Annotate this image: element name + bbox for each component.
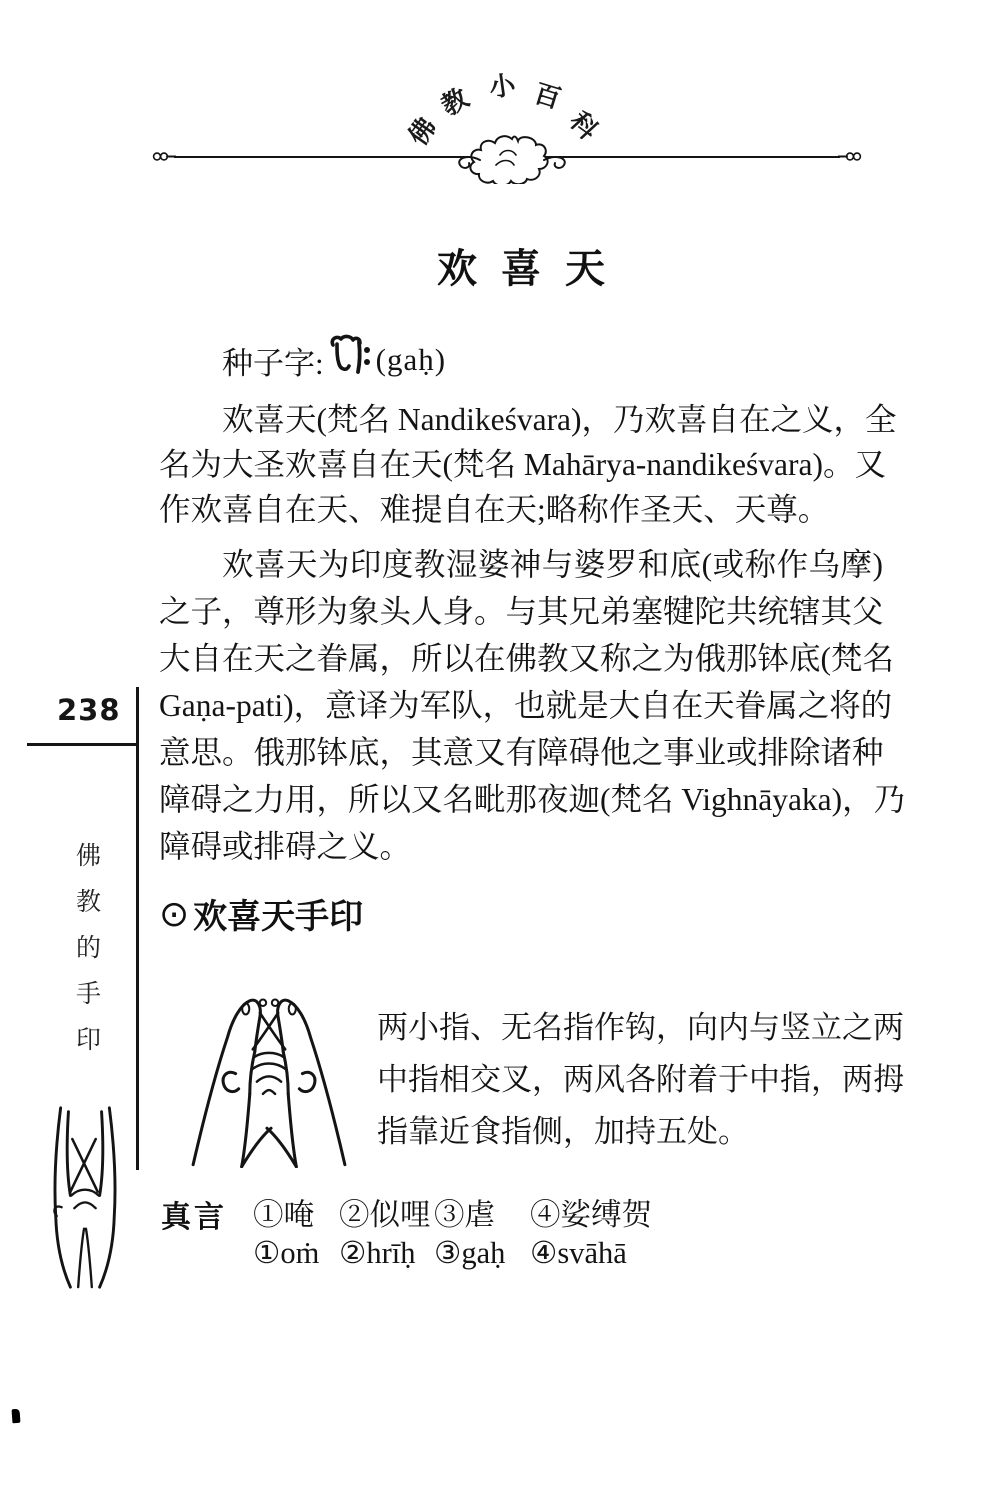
sidebar-vertical-rule (136, 687, 139, 1170)
circled-dot-bullet-icon: ⊙ (159, 892, 190, 934)
text-line: 意思。俄那钵底，其意又有障碍他之事业或排除诸种 (159, 735, 884, 770)
running-head-char: 百 (530, 78, 565, 115)
text-line: 障碍之力用，所以又名毗那夜迦(梵名 Vighnāyaka)，乃 (159, 782, 906, 817)
margin-mudra-illustration (41, 1102, 129, 1292)
text-line: 作欢喜自在天、难提自在天;略称作圣天、天尊。 (159, 492, 830, 527)
text-line: Gaṇa-pati)，意译为军队，也就是大自在天眷属之将的 (159, 688, 893, 723)
page-number: 238 (57, 693, 121, 727)
sidebar-title-char: 佛 (76, 842, 102, 870)
mantra-item: ④svāhā (530, 1236, 627, 1270)
text-line: 欢喜天(梵名 Nandikeśvara)，乃欢喜自在之义，全 (222, 402, 897, 437)
divider-flower-ornament-icon (454, 132, 570, 184)
text-line: 两小指、无名指作钩，向内与竖立之两 (377, 1010, 904, 1045)
mudra-illustration (183, 960, 355, 1168)
text-line: 障碍或排碍之义。 (159, 829, 412, 864)
sidebar-title-char: 的 (76, 934, 102, 962)
ink-speck (12, 1409, 21, 1424)
mantra-item: ③gaḥ (434, 1236, 506, 1270)
text-line: 欢喜天为印度教湿婆神与婆罗和底(或称作乌摩) (222, 547, 883, 582)
section-heading (159, 889, 883, 938)
text-line: 指靠近食指侧，加持五处。 (377, 1114, 749, 1149)
mantra-chinese-row (253, 1190, 652, 1234)
seed-syllable-transliteration: (gaḥ) (375, 342, 447, 377)
divider-end-curl-icon (838, 150, 862, 163)
mantra-item: ④娑缚贺 (530, 1198, 652, 1232)
paragraph-1 (159, 397, 897, 532)
mantra-roman-row (253, 1236, 627, 1271)
running-head-char: 小 (487, 70, 518, 103)
mantra-label: 真言 (161, 1201, 227, 1234)
sidebar-series-title-vertical (76, 837, 101, 1067)
text-line: 中指相交叉，两风各附着于中指，两拇 (377, 1062, 904, 1097)
mantra-item: ①唵 (253, 1198, 314, 1232)
mantra-item: ②hrīḥ (339, 1236, 416, 1270)
sidebar-title-char: 手 (76, 980, 102, 1008)
text-line: 名为大圣欢喜自在天(梵名 Mahārya-nandikeśvara)。又 (159, 447, 886, 482)
sidebar-horizontal-rule (27, 743, 138, 746)
siddham-gah-glyph-icon (328, 334, 374, 380)
mantra-item: ②似哩 (339, 1198, 431, 1232)
page-title: 欢喜天 (437, 247, 629, 291)
divider-end-curl-icon (152, 150, 176, 163)
running-head-char: 教 (436, 83, 474, 122)
running-head-char: 科 (564, 106, 604, 146)
seed-syllable-label: 种子字: (222, 345, 324, 381)
mantra-item: ①oṁ (253, 1236, 320, 1270)
text-line: 大自在天之眷属，所以在佛教又称之为俄那钵底(梵名 (159, 641, 894, 676)
sidebar-title-char: 印 (76, 1026, 102, 1054)
running-head-char: 佛 (403, 112, 442, 151)
mudra-description (377, 1002, 904, 1158)
section-heading-label: 欢喜天手印 (193, 898, 364, 936)
sidebar-title-char: 教 (76, 888, 102, 916)
seed-syllable-line (159, 336, 883, 384)
text-line: 之子，尊形为象头人身。与其兄弟塞犍陀共统辖其父 (159, 594, 884, 629)
mantra-item: ③虐 (434, 1198, 495, 1232)
paragraph-2 (159, 541, 906, 870)
